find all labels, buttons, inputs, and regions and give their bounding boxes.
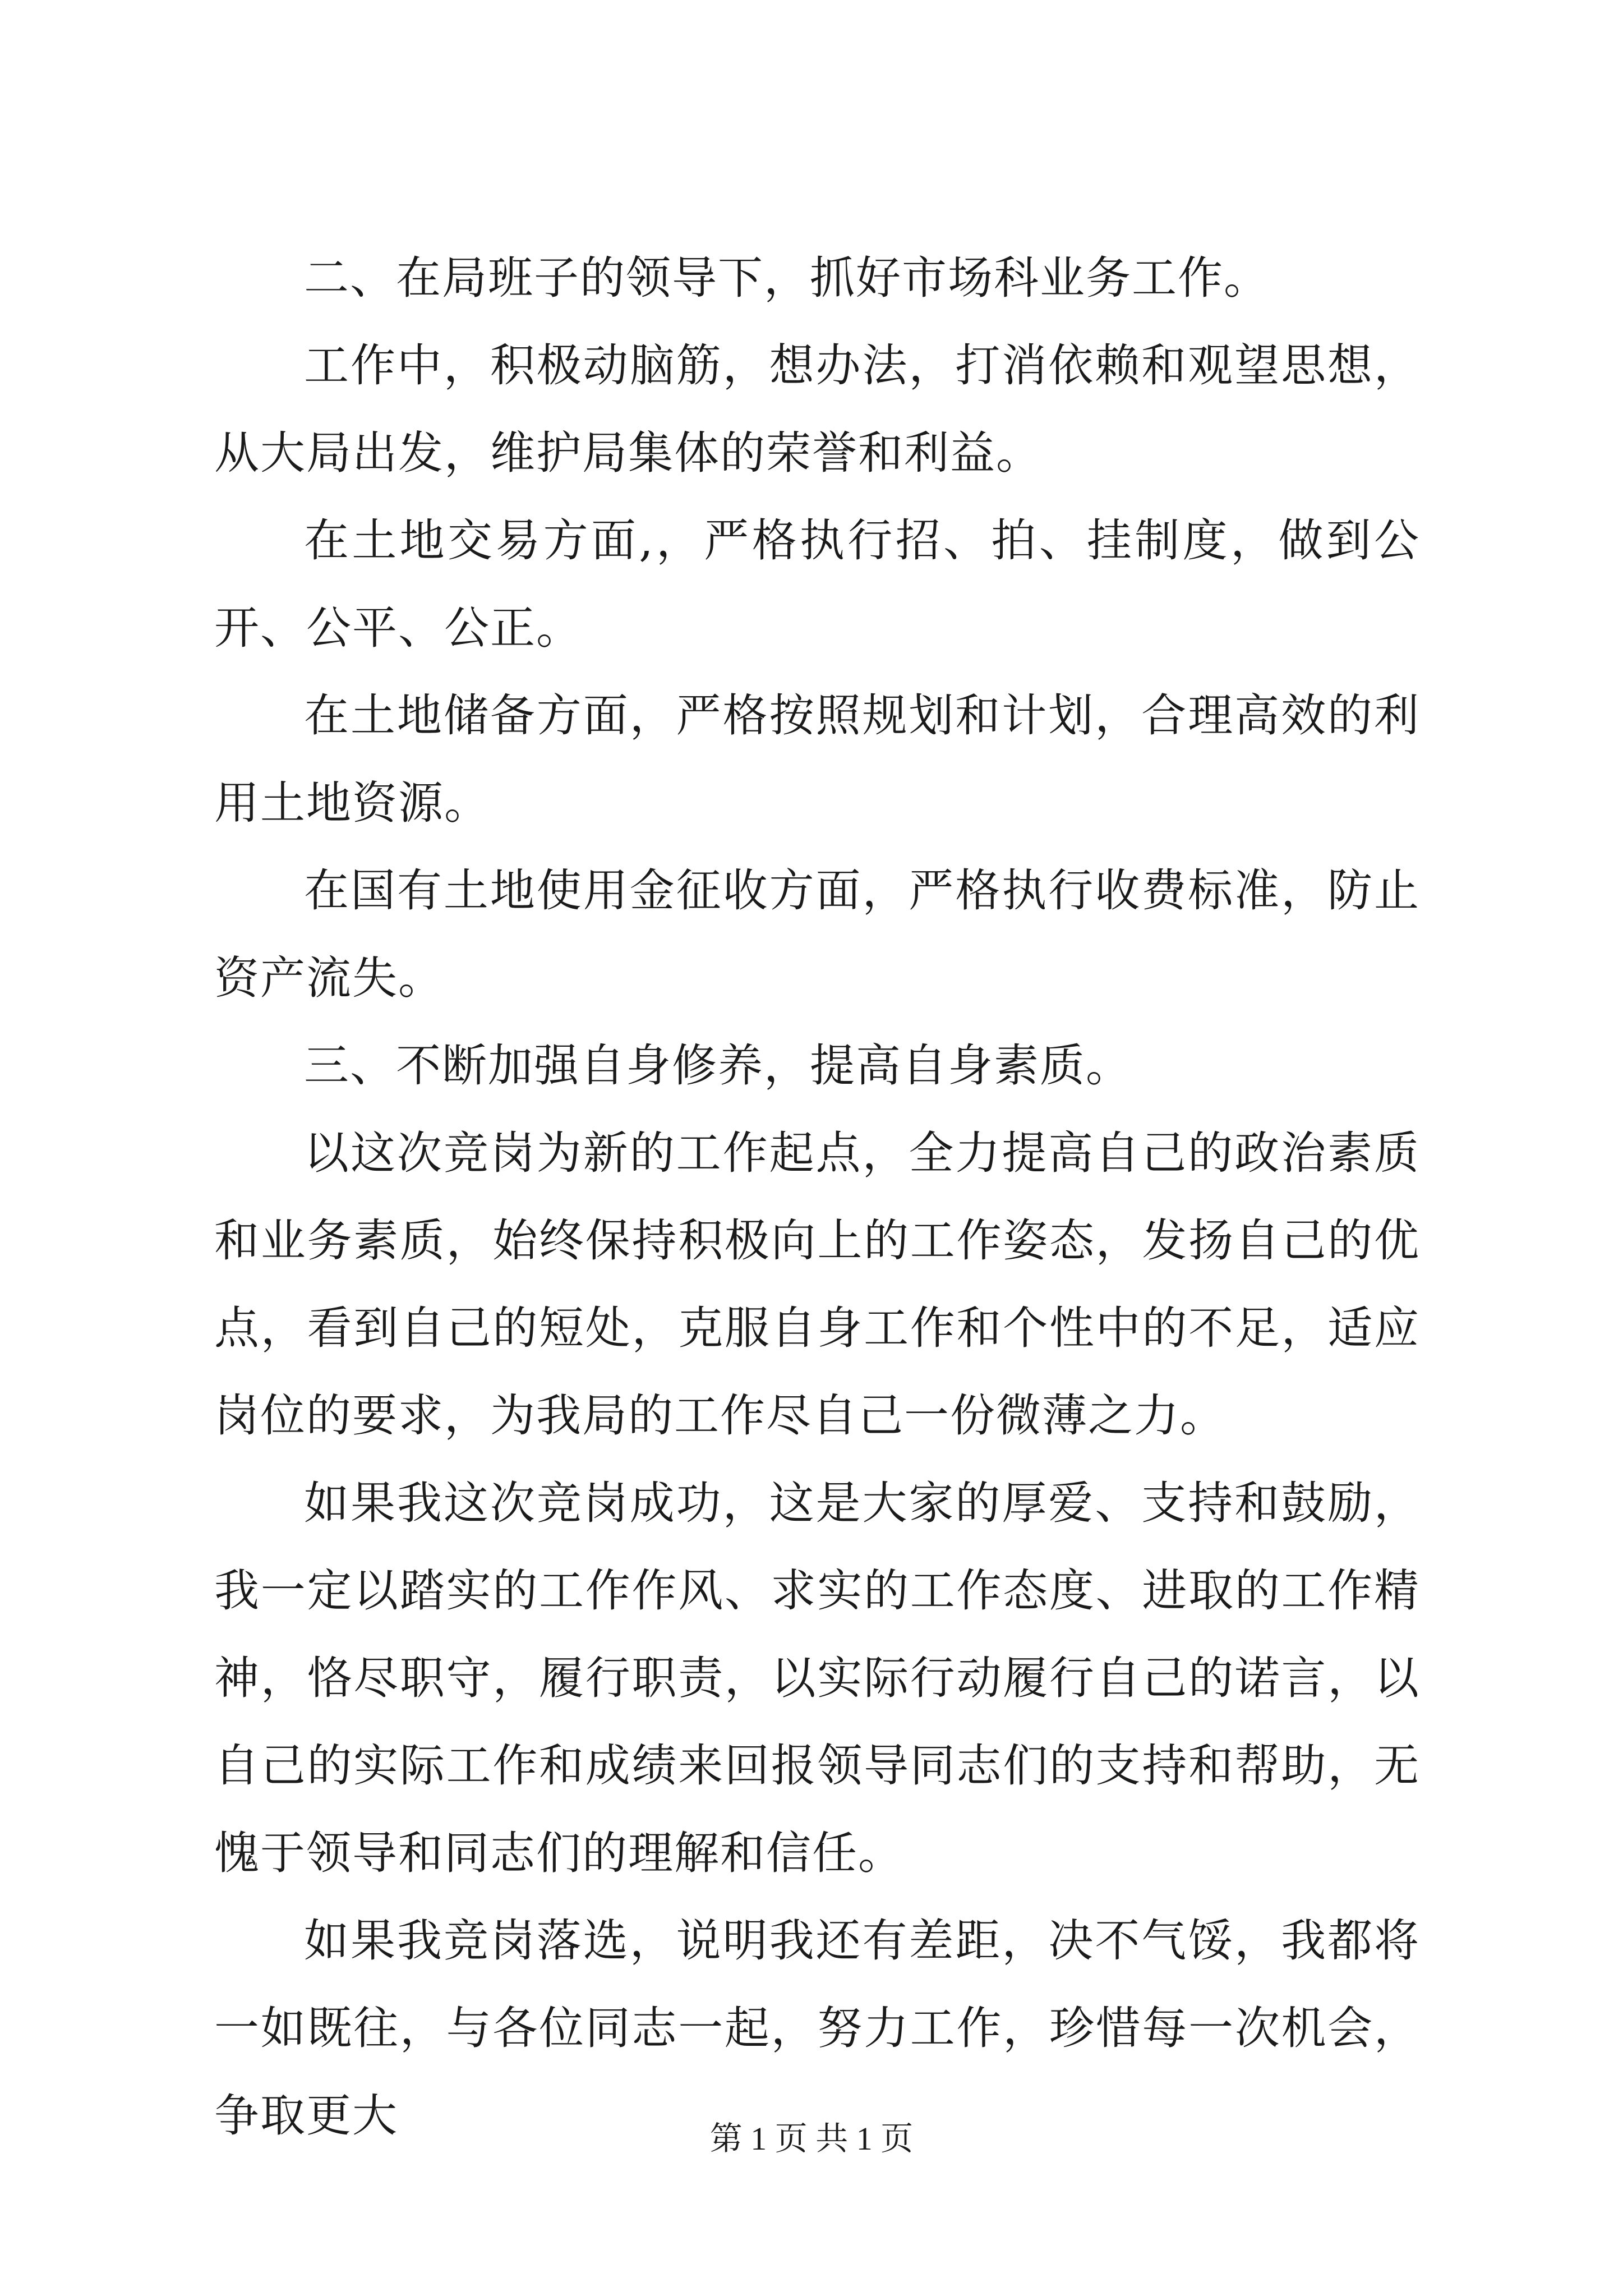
document-body bbox=[214, 234, 1420, 2160]
paragraph: 如果我竞岗落选，说明我还有差距，决不气馁，我都将一如既往，与各位同志一起，努力工作，珍惜每一次机会，争取更大 bbox=[214, 1915, 1420, 2142]
paragraph: 在国有土地使用金征收方面，严格执行收费标准，防止资产流失。 bbox=[214, 864, 1420, 1004]
page-number-label: 第 1 页 共 1 页 bbox=[709, 2120, 914, 2157]
paragraph: 在土地交易方面,，严格执行招、拍、挂制度，做到公开、公平、公正。 bbox=[214, 514, 1420, 654]
paragraph: 以这次竞岗为新的工作起点，全力提高自己的政治素质和业务素质，始终保持积极向上的工作姿态，发扬自己的优点，看到自己的短处，克服自身工作和个性中的不足，适应岗位的要求，为我局的工作尽自己一份微薄之力。 bbox=[214, 1127, 1420, 1442]
page-footer bbox=[0, 2119, 1623, 2159]
paragraph: 工作中，积极动脑筋，想办法，打消依赖和观望思想，从大局出发，维护局集体的荣誉和利益。 bbox=[214, 339, 1420, 479]
paragraph: 三、不断加强自身修养，提高自身素质。 bbox=[304, 1039, 1132, 1092]
paragraph: 如果我这次竞岗成功，这是大家的厚爱、支持和鼓励，我一定以踏实的工作作风、求实的工作态度、进取的工作精神，恪尽职守，履行职责，以实际行动履行自己的诺言，以自己的实际工作和成绩来回报领导同志们的支持和帮助，无愧于领导和同志们的理解和信任。 bbox=[214, 1477, 1420, 1879]
paragraph: 在土地储备方面，严格按照规划和计划，合理高效的利用土地资源。 bbox=[214, 689, 1420, 829]
paragraph: 二、在局班子的领导下，抓好市场科业务工作。 bbox=[304, 252, 1270, 304]
